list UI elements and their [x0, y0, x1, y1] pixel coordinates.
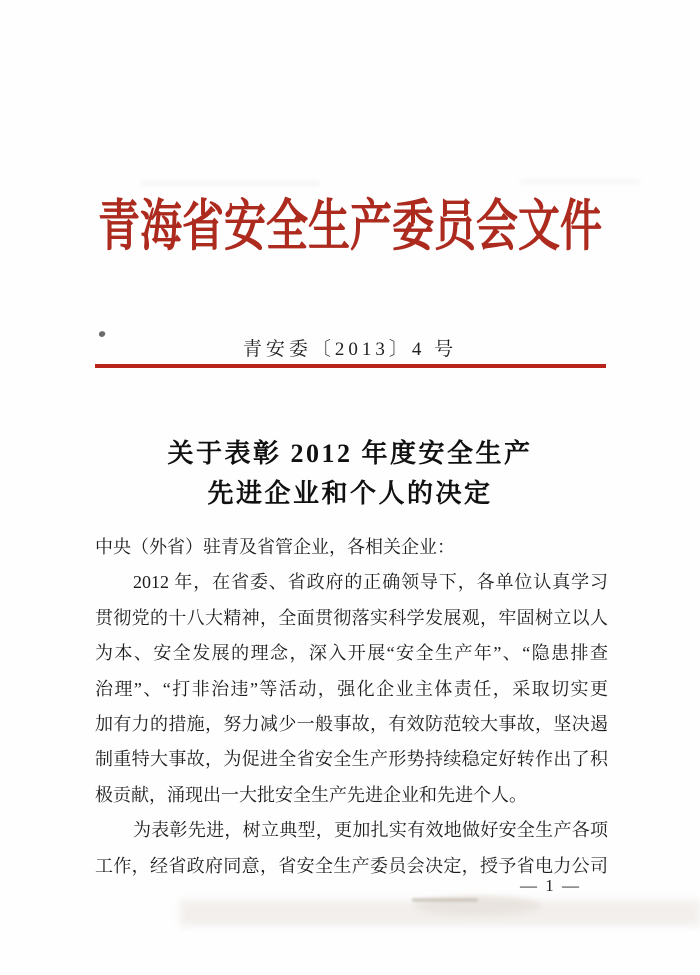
document-body	[95, 530, 608, 884]
red-separator-line	[95, 364, 606, 368]
document-title	[0, 434, 700, 514]
document-masthead-title: 青海省安全生产委员会文件	[97, 197, 602, 259]
body-line-salutation: 中央（外省）驻青及省管企业，各相关企业：	[95, 537, 455, 557]
document-title-line2: 先进企业和个人的决定	[207, 479, 493, 508]
body-line: 制重特大事故，为促进全省安全生产形势持续稳定好转作出了积	[95, 749, 608, 770]
body-line: 2012 年，在省委、省政府的正确领导下，各单位认真学习	[133, 572, 608, 593]
body-line: 极贡献，涌现出一大批安全生产先进企业和先进个人。	[95, 784, 527, 805]
body-line: 贯彻党的十八大精神，全面贯彻落实科学发展观，牢固树立以人	[95, 607, 608, 628]
document-number: 青安委〔2013〕4 号	[242, 339, 458, 360]
scan-shadow-dash	[412, 898, 478, 902]
document-title-line1: 关于表彰 2012 年度安全生产	[167, 439, 533, 468]
body-line: 工作，经省政府同意，省安全生产委员会决定，授予省电力公司	[95, 855, 608, 876]
page-number: — 1 —	[520, 876, 581, 895]
body-line: 治理”、“打非治违”等活动，强化企业主体责任，采取切实更	[95, 678, 608, 699]
body-line: 加有力的措施，努力减少一般事故，有效防范较大事故，坚决遏	[95, 713, 608, 734]
body-line: 为表彰先进，树立典型，更加扎实有效地做好安全生产各项	[133, 820, 608, 841]
body-line: 为本、安全发展的理念，深入开展“安全生产年”、“隐患排查	[95, 643, 608, 664]
